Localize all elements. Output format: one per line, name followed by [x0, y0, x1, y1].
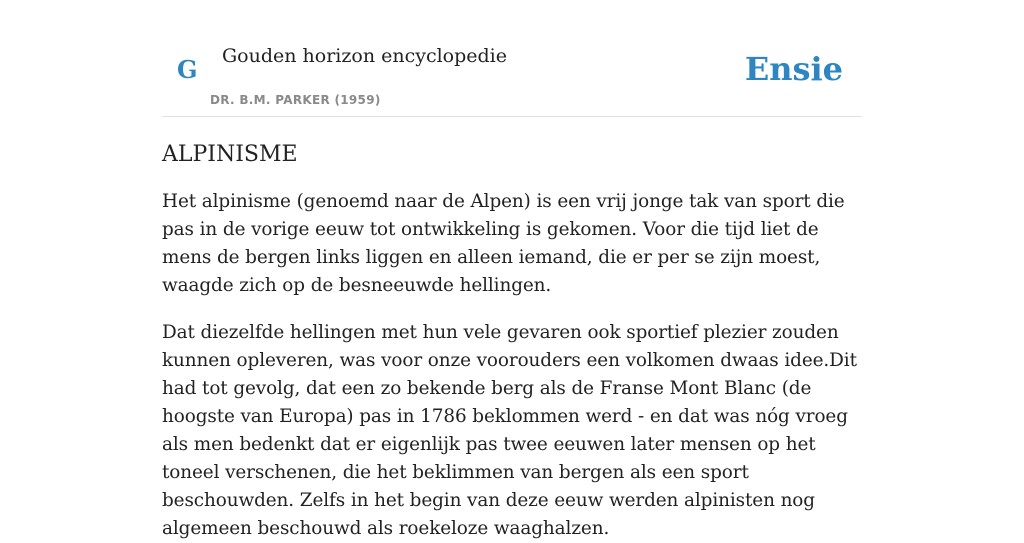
entry-paragraph-1: Het alpinisme (genoemd naar de Alpen) is een vrij jonge tak van sport die pas in de vorige eeuw tot ontwikkeling is gekomen. Voor die tijd liet de mens de bergen links liggen en alleen iemand, die er per se zijn moest, waagde zich op de besneeuwde hellingen.: [162, 191, 845, 296]
book-logo[interactable]: G: [177, 55, 198, 84]
page-header: [162, 0, 862, 117]
book-title-link[interactable]: Gouden horizon encyclopedie: [222, 45, 507, 67]
entry-content: [162, 137, 862, 543]
author-label: DR. B.M. PARKER (1959): [210, 93, 381, 107]
entry-paragraph-2: Dat diezelfde hellingen met hun vele gevaren ook sportief plezier zouden kunnen opleveren, was voor onze voorouders een volkomen dwaas idee.Dit had tot gevolg, dat een zo bekende berg als de Franse Mont Blanc (de hoogste van Europa) pas in 1786 beklommen werd - en dat was nóg vroeg als men bedenkt dat er eigenlijk pas twee eeuwen later mensen op het toneel verschenen, die het beklimmen van bergen als een sport beschouwden. Zelfs in het begin van deze eeuw werden alpinisten nog algemeen beschouwd als roekeloze waaghalzen.: [162, 322, 857, 539]
entry-title: ALPINISME: [162, 142, 298, 167]
ensie-logo-link[interactable]: Ensie: [744, 50, 843, 88]
